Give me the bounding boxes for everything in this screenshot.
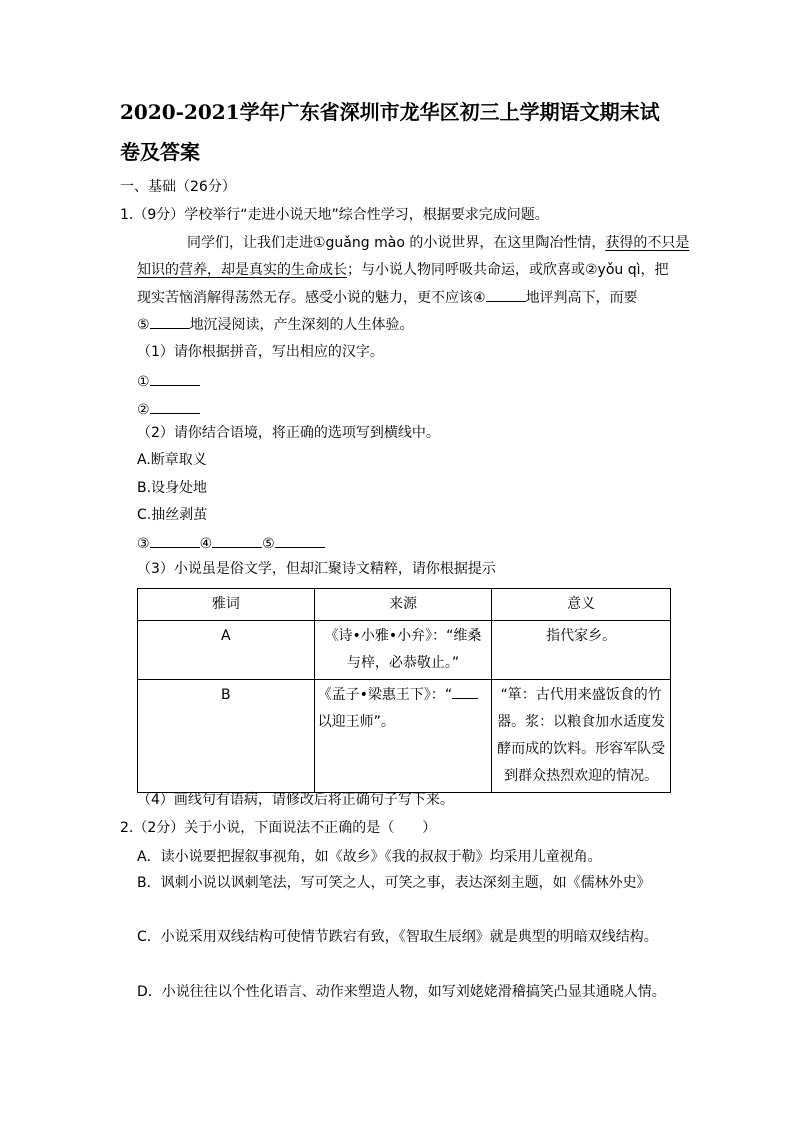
source-text: 《孟子•梁惠王下》：“ bbox=[317, 687, 453, 703]
option-b: B.设身处地 bbox=[137, 480, 208, 496]
blank-line-1 bbox=[137, 371, 200, 392]
header-cell: 来源 bbox=[314, 589, 492, 621]
answer-blank[interactable] bbox=[150, 533, 200, 548]
underlined-sentence: 知识的营养，却是真实的生命成长 bbox=[137, 262, 347, 278]
passage-text: 同学们，让我们走进①guǎng mào 的小说世界，在这里陶冶性情， bbox=[187, 235, 606, 251]
sub-question-3: （3）小说虽是俗文学，但却汇聚诗文精粹，请你根据提示 bbox=[137, 561, 496, 577]
option-a: A.断章取义 bbox=[137, 452, 207, 468]
q2-option-b: B．讽刺小说以讽刺笔法，写可笑之人，可笑之事，表达深刻主题，如《儒林外史》 bbox=[137, 875, 651, 891]
blank-label: ① bbox=[137, 374, 150, 390]
blank-label: ⑤ bbox=[262, 536, 275, 552]
elegant-words-table bbox=[137, 588, 671, 793]
blank-line-2 bbox=[137, 399, 200, 420]
source-cell bbox=[314, 680, 492, 793]
table-row bbox=[138, 621, 671, 680]
question-1-stem: 1.（9分）学校举行“走进小说天地”综合性学习，根据要求完成问题。 bbox=[120, 207, 549, 223]
q2-option-a: A．读小说要把握叙事视角，如《故乡》《我的叔叔于勒》均采用儿童视角。 bbox=[137, 849, 602, 865]
meaning-cell: 指代家乡。 bbox=[492, 621, 671, 680]
answer-blank[interactable] bbox=[452, 684, 478, 699]
source-cell: 《诗•小雅•小弁》：“维桑与梓，必恭敬止。” bbox=[314, 621, 492, 680]
passage-text: 现实苦恼消解得荡然无存。感受小说的魅力，更不应该④ bbox=[137, 290, 486, 306]
underlined-sentence: 获得的不只是 bbox=[605, 235, 690, 251]
document-title-line-2: 卷及答案 bbox=[120, 140, 200, 164]
header-cell: 雅词 bbox=[138, 589, 315, 621]
header-cell: 意义 bbox=[492, 589, 671, 621]
blank-line-345 bbox=[137, 533, 325, 554]
passage-text: 地评判高下，而要 bbox=[525, 290, 638, 306]
passage-text: ；与小说人物同呼吸共命运，或欣喜或②yǒu qì，把 bbox=[347, 262, 669, 278]
q2-option-c: C．小说采用双线结构可使情节跌宕有致，《智取生辰纲》就是典型的明暗双线结构。 bbox=[137, 929, 658, 945]
option-c: C.抽丝剥茧 bbox=[137, 507, 208, 523]
passage-text: 地沉浸阅读，产生深刻的人生体验。 bbox=[189, 317, 414, 333]
table-header-row bbox=[138, 589, 671, 621]
answer-blank[interactable] bbox=[150, 399, 200, 414]
meaning-cell: “箪：古代用来盛饭食的竹器。浆：以粮食加水适度发酵而成的饮料。形容军队受到群众热烈欢迎的情况。 bbox=[492, 680, 671, 793]
q2-option-d: D．小说往往以个性化语言、动作来塑造人物，如写刘姥姥滑稽搞笑凸显其通晓人情。 bbox=[137, 984, 666, 1000]
sub-question-4: （4）画线句有语病，请修改后将正确句子写下来。 bbox=[137, 792, 454, 808]
passage-line-3 bbox=[137, 287, 638, 308]
answer-blank[interactable] bbox=[150, 371, 200, 386]
source-text: 以迎王师”。 bbox=[317, 714, 395, 730]
answer-blank[interactable] bbox=[275, 533, 325, 548]
sub-question-2: （2）请你结合语境，将正确的选项写到横线中。 bbox=[137, 425, 440, 441]
passage-text: ⑤ bbox=[137, 317, 150, 333]
word-cell: A bbox=[138, 621, 315, 680]
blank-label: ④ bbox=[199, 536, 213, 552]
word-cell: B bbox=[138, 680, 315, 793]
blank-label: ② bbox=[137, 402, 150, 418]
document-title-line-1: 2020-2021学年广东省深圳市龙华区初三上学期语文期末试 bbox=[120, 100, 660, 124]
section-heading: 一、基础（26分） bbox=[120, 179, 236, 195]
question-2-stem: 2.（2分）关于小说，下面说法不正确的是（ ） bbox=[120, 820, 437, 836]
passage-line-4 bbox=[137, 314, 414, 335]
table-row bbox=[138, 680, 671, 793]
passage-line-2 bbox=[137, 260, 669, 280]
answer-blank[interactable] bbox=[212, 533, 262, 548]
answer-blank-4[interactable] bbox=[486, 287, 526, 302]
answer-blank-5[interactable] bbox=[150, 314, 190, 329]
blank-label: ③ bbox=[137, 536, 150, 552]
passage-line-1 bbox=[187, 233, 689, 253]
sub-question-1: （1）请你根据拼音，写出相应的汉字。 bbox=[137, 344, 384, 360]
